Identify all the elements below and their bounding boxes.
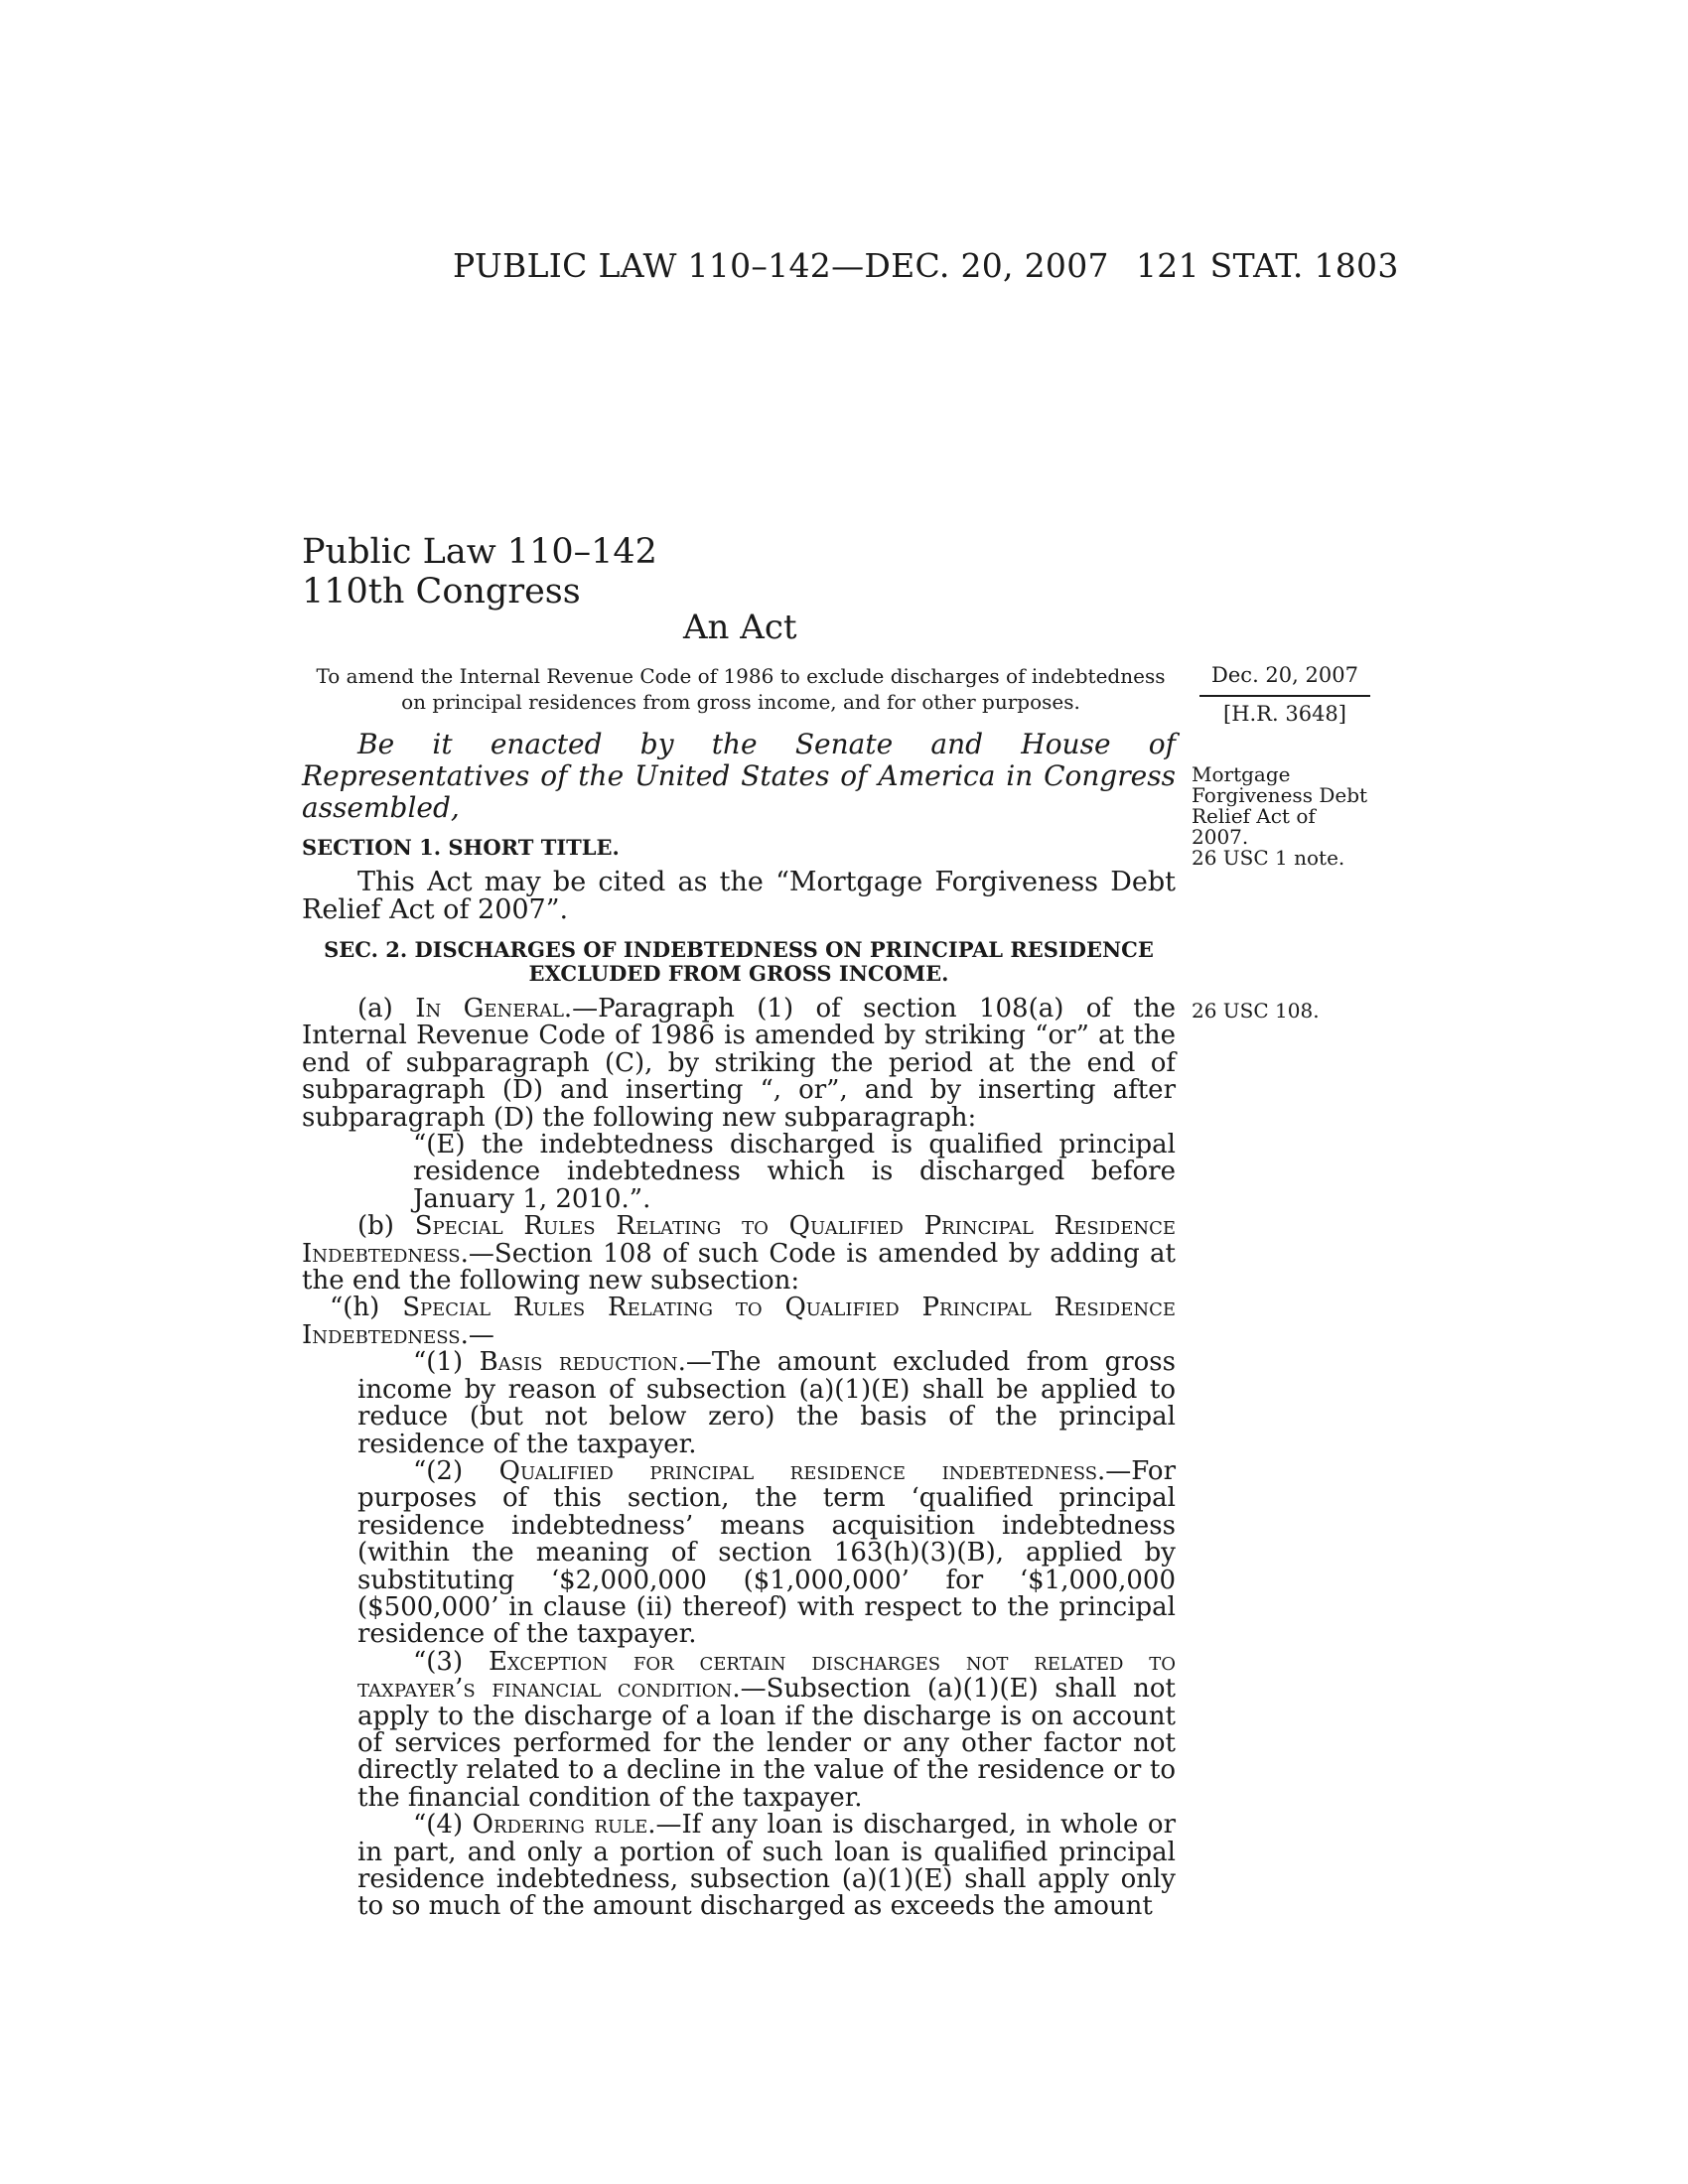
section-1-text: This Act may be cited as the “Mortgage Forgiveness Debt Relief Act of 2007”. — [302, 867, 1176, 925]
section-1-heading: SECTION 1. SHORT TITLE. — [302, 835, 620, 860]
statute-body — [302, 729, 1176, 1921]
enactment-date-box — [1199, 663, 1370, 726]
paragraph-h1-text: .—The amount excluded from gross income by reason of subsection (a)(1)(E) shall be applied to reduce (but not below zero) the basis of the principal residence of the taxpayer. — [357, 1347, 1176, 1459]
new-subsection-h — [302, 1295, 1176, 1349]
paragraph-h2-text: .—For purposes of this section, the term ‘qualified principal residence indebtedness’ means acquisition indebtedness (within the meaning of section 163(h)(3)(B), applied by substituting ‘$2,000,000 ($1,000,000’ for ‘$1,000,000 ($500,000’ in clause (ii) thereof) with respect to the principal residence of the taxpayer. — [357, 1455, 1177, 1650]
enactment-date: Dec. 20, 2007 — [1211, 663, 1358, 687]
paragraph-h4-text: .—If any loan is discharged, in whole or in part, and only a portion of such loan is qualified principal residence indebtedness, subsection (a)(1)(E) shall apply only to so much of the amount discharged as exceeds the amount — [357, 1810, 1177, 1922]
subsection-b-caption: Special Rules Relating to Qualified Principal Residence Indebtedness — [302, 1211, 1176, 1269]
paragraph-h3-text: .—Subsection (a)(1)(E) shall not apply to the discharge of a loan if the discharge is on account of services performed for the lender or any other factor not directly related to a decline in the value of the residence or to the financial condition of the taxpayer. — [357, 1674, 1176, 1813]
margin-note-line: 2007. — [1192, 825, 1249, 849]
public-law-number: Public Law 110–142 — [302, 532, 657, 572]
paragraph-h4-caption: Ordering rule — [472, 1810, 648, 1841]
subsection-b — [302, 1213, 1176, 1295]
margin-note-line: Forgiveness Debt — [1192, 783, 1368, 807]
enacting-clause: Be it enacted by the Senate and House of Representatives of the United States of America in Congress assembled, — [302, 728, 1176, 824]
subsection-h-caption: Special Rules Relating to Qualified Principal Residence Indebtedness — [302, 1293, 1177, 1350]
paragraph-h3-caption: Exception for certain discharges not related to taxpayer’s financial condition — [357, 1646, 1177, 1705]
paragraph-h2-prefix: “(2) — [413, 1455, 464, 1486]
paragraph-h3-prefix: “(3) — [413, 1646, 464, 1677]
subsection-h-suffix: .— — [460, 1319, 494, 1350]
subsection-h-prefix: “(h) — [330, 1293, 380, 1323]
paragraph-h2 — [357, 1455, 1177, 1650]
subsection-b-text: .—Section 108 of such Code is amended by adding at the end the following new subsection: — [302, 1238, 1176, 1297]
subsection-a-caption: In General — [415, 994, 564, 1024]
subsection-a-prefix: (a) — [357, 994, 393, 1024]
usc-note-2: 26 USC 108. — [1192, 999, 1320, 1023]
short-title-margin-note — [1192, 764, 1367, 869]
section-2-heading — [302, 938, 1176, 986]
new-subparagraph-e — [413, 1132, 1176, 1213]
new-subparagraph-e-text: “(E) the indebtedness discharged is qualified principal residence indebtedness which is discharged before January 1, 2010.”. — [413, 1130, 1176, 1214]
purpose-line-1: To amend the Internal Revenue Code of 1986 to exclude discharges of indebtedness — [316, 664, 1166, 688]
subsection-a-text: .—Paragraph (1) of section 108(a) of the Internal Revenue Code of 1986 is amended by striking “or” at the end of subparagraph (C), by striking the period at the end of subparagraph (D) and inserting “, or”, and by inserting after subparagraph (D) the following new subparagraph: — [302, 994, 1177, 1133]
section-2-heading-line-1: SEC. 2. DISCHARGES OF INDEBTEDNESS ON PRINCIPAL RESIDENCE — [324, 937, 1154, 962]
act-heading: An Act — [683, 608, 797, 647]
bill-number: [H.R. 3648] — [1223, 702, 1346, 726]
section-2-heading-line-2: EXCLUDED FROM GROSS INCOME. — [528, 961, 949, 986]
paragraph-h1-prefix: “(1) — [413, 1347, 464, 1378]
usc-note-1: 26 USC 1 note. — [1192, 846, 1345, 870]
paragraph-h4 — [357, 1812, 1176, 1921]
margin-note-line: Relief Act of — [1192, 804, 1316, 828]
subsection-a — [302, 996, 1176, 1132]
paragraph-h1 — [357, 1349, 1176, 1458]
purpose-line-2: on principal residences from gross income, and for other purposes. — [401, 690, 1080, 714]
congress-number: 110th Congress — [302, 572, 581, 612]
paragraph-h1-caption: Basis reduction — [479, 1347, 678, 1378]
stat-citation: 121 STAT. 1803 — [1136, 246, 1399, 285]
margin-note-line: Mortgage — [1192, 762, 1291, 786]
subsection-b-prefix: (b) — [357, 1211, 394, 1242]
purpose-clause — [316, 663, 1166, 715]
paragraph-h2-caption: Qualified principal residence indebtedness — [498, 1455, 1098, 1486]
running-head: PUBLIC LAW 110–142—DEC. 20, 2007 — [453, 246, 1109, 285]
paragraph-h3 — [357, 1646, 1177, 1813]
date-rule — [1199, 695, 1370, 697]
paragraph-h4-prefix: “(4) — [413, 1810, 464, 1841]
